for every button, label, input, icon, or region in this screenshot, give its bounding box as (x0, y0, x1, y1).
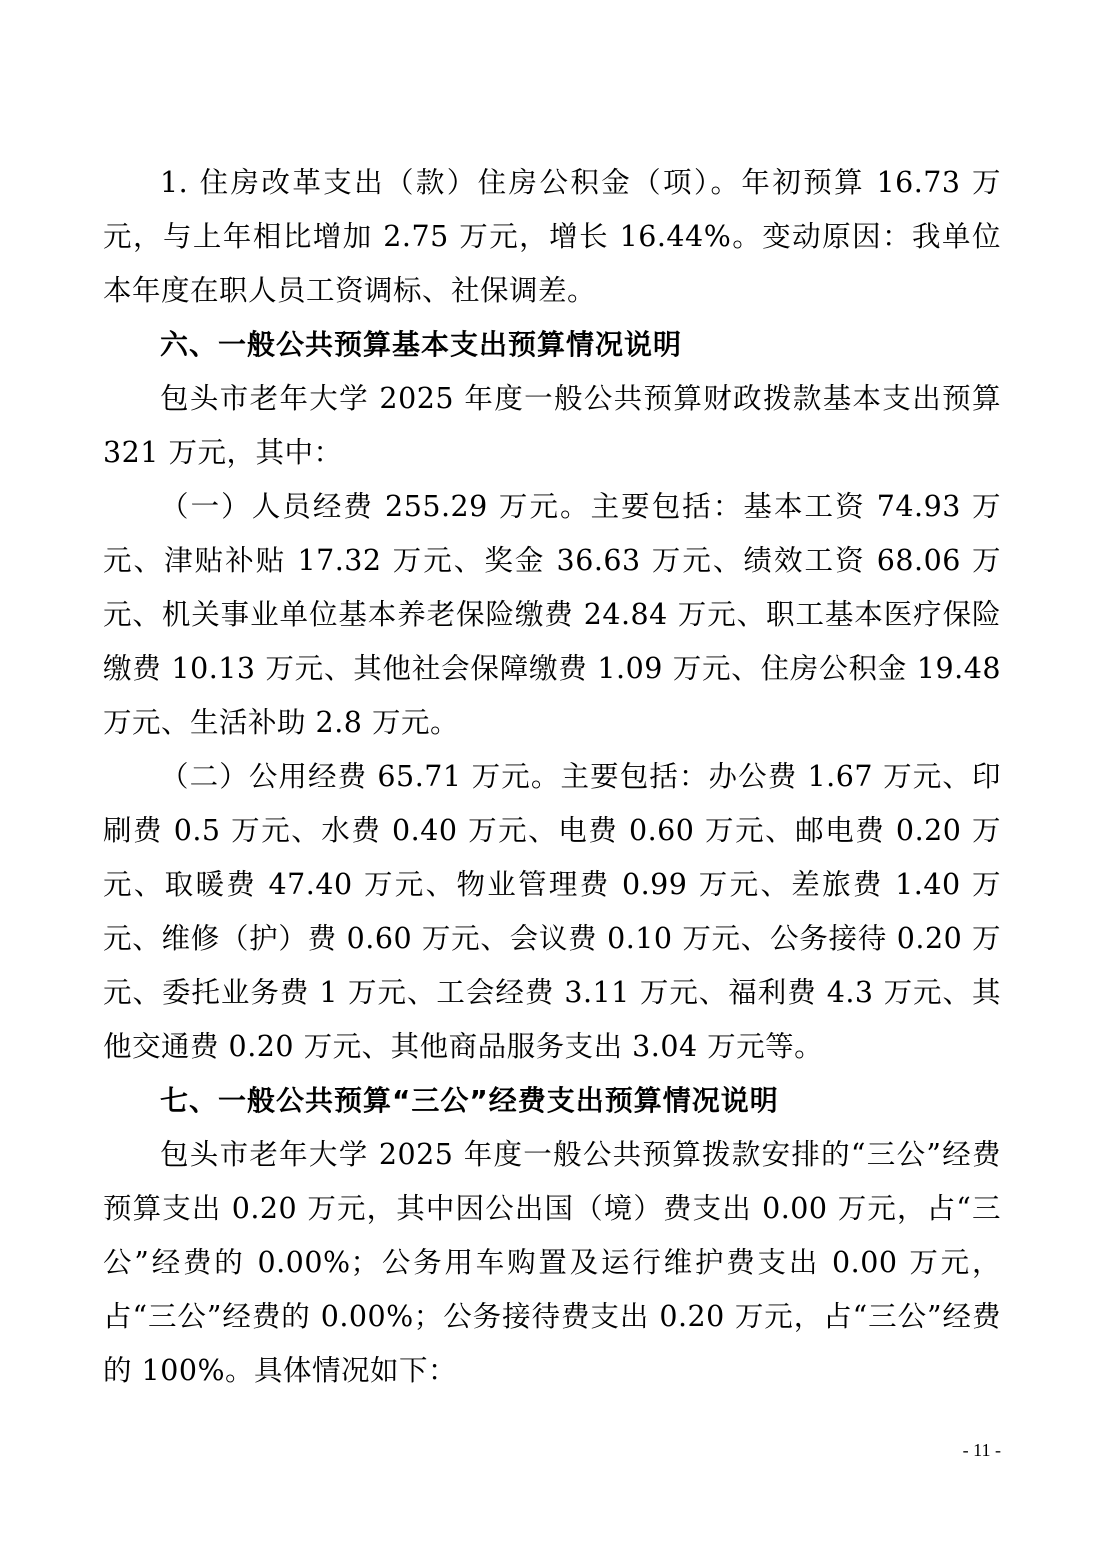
paragraph-basic-expenditure-total: 包头市老年大学 2025 年度一般公共预算财政拨款基本支出预算321 万元，其中： (103, 382, 1001, 469)
paragraph-public-expenses: （二）公用经费 65.71 万元。主要包括：办公费 1.67 万元、印刷费 0.5 万元、水费 0.40 万元、电费 0.60 万元、邮电费 0.20 万元、取暖费 47.40 万元、物业管理费 0.99 万元、差旅费 1.40 万元、维修（护）费 0.60 万元、会议费 0.10 万元、公务接待 0.20 万元、委托业务费 1 万元、工会经费 3.11 万元、福利费 4.3 万元、其他交通费 0.20 万元、其他商品服务支出 3.04 万元等。 (103, 760, 1001, 1063)
paragraph-three-public-expenses: 包头市老年大学 2025 年度一般公共预算拨款安排的“三公”经费预算支出 0.20 万元，其中因公出国（境）费支出 0.00 万元，占“三公”经费的 0.00%；公务用车购置及运行维护费支出 0.00 万元，占“三公”经费的 0.00%；公务接待费支出 0.20 万元，占“三公”经费的 100%。具体情况如下： (103, 1138, 1001, 1387)
document-body (103, 156, 1001, 1398)
paragraph-personnel-expenses: （一）人员经费 255.29 万元。主要包括：基本工资 74.93 万元、津贴补贴 17.32 万元、奖金 36.63 万元、绩效工资 68.06 万元、机关事业单位基本养老保险缴费 24.84 万元、职工基本医疗保险缴费 10.13 万元、其他社会保障缴费 1.09 万元、住房公积金 19.48 万元、生活补助 2.8 万元。 (103, 490, 1001, 739)
heading-three-public-expenses: 七、一般公共预算“三公”经费支出预算情况说明 (160, 1084, 779, 1117)
page-number: - 11 - (962, 1440, 1001, 1460)
heading-basic-expenditure: 六、一般公共预算基本支出预算情况说明 (160, 328, 683, 361)
paragraph-housing-reform: 1. 住房改革支出（款）住房公积金（项）。年初预算 16.73 万元，与上年相比增加 2.75 万元，增长 16.44%。变动原因：我单位本年度在职人员工资调标、社保调差。 (103, 166, 1001, 307)
